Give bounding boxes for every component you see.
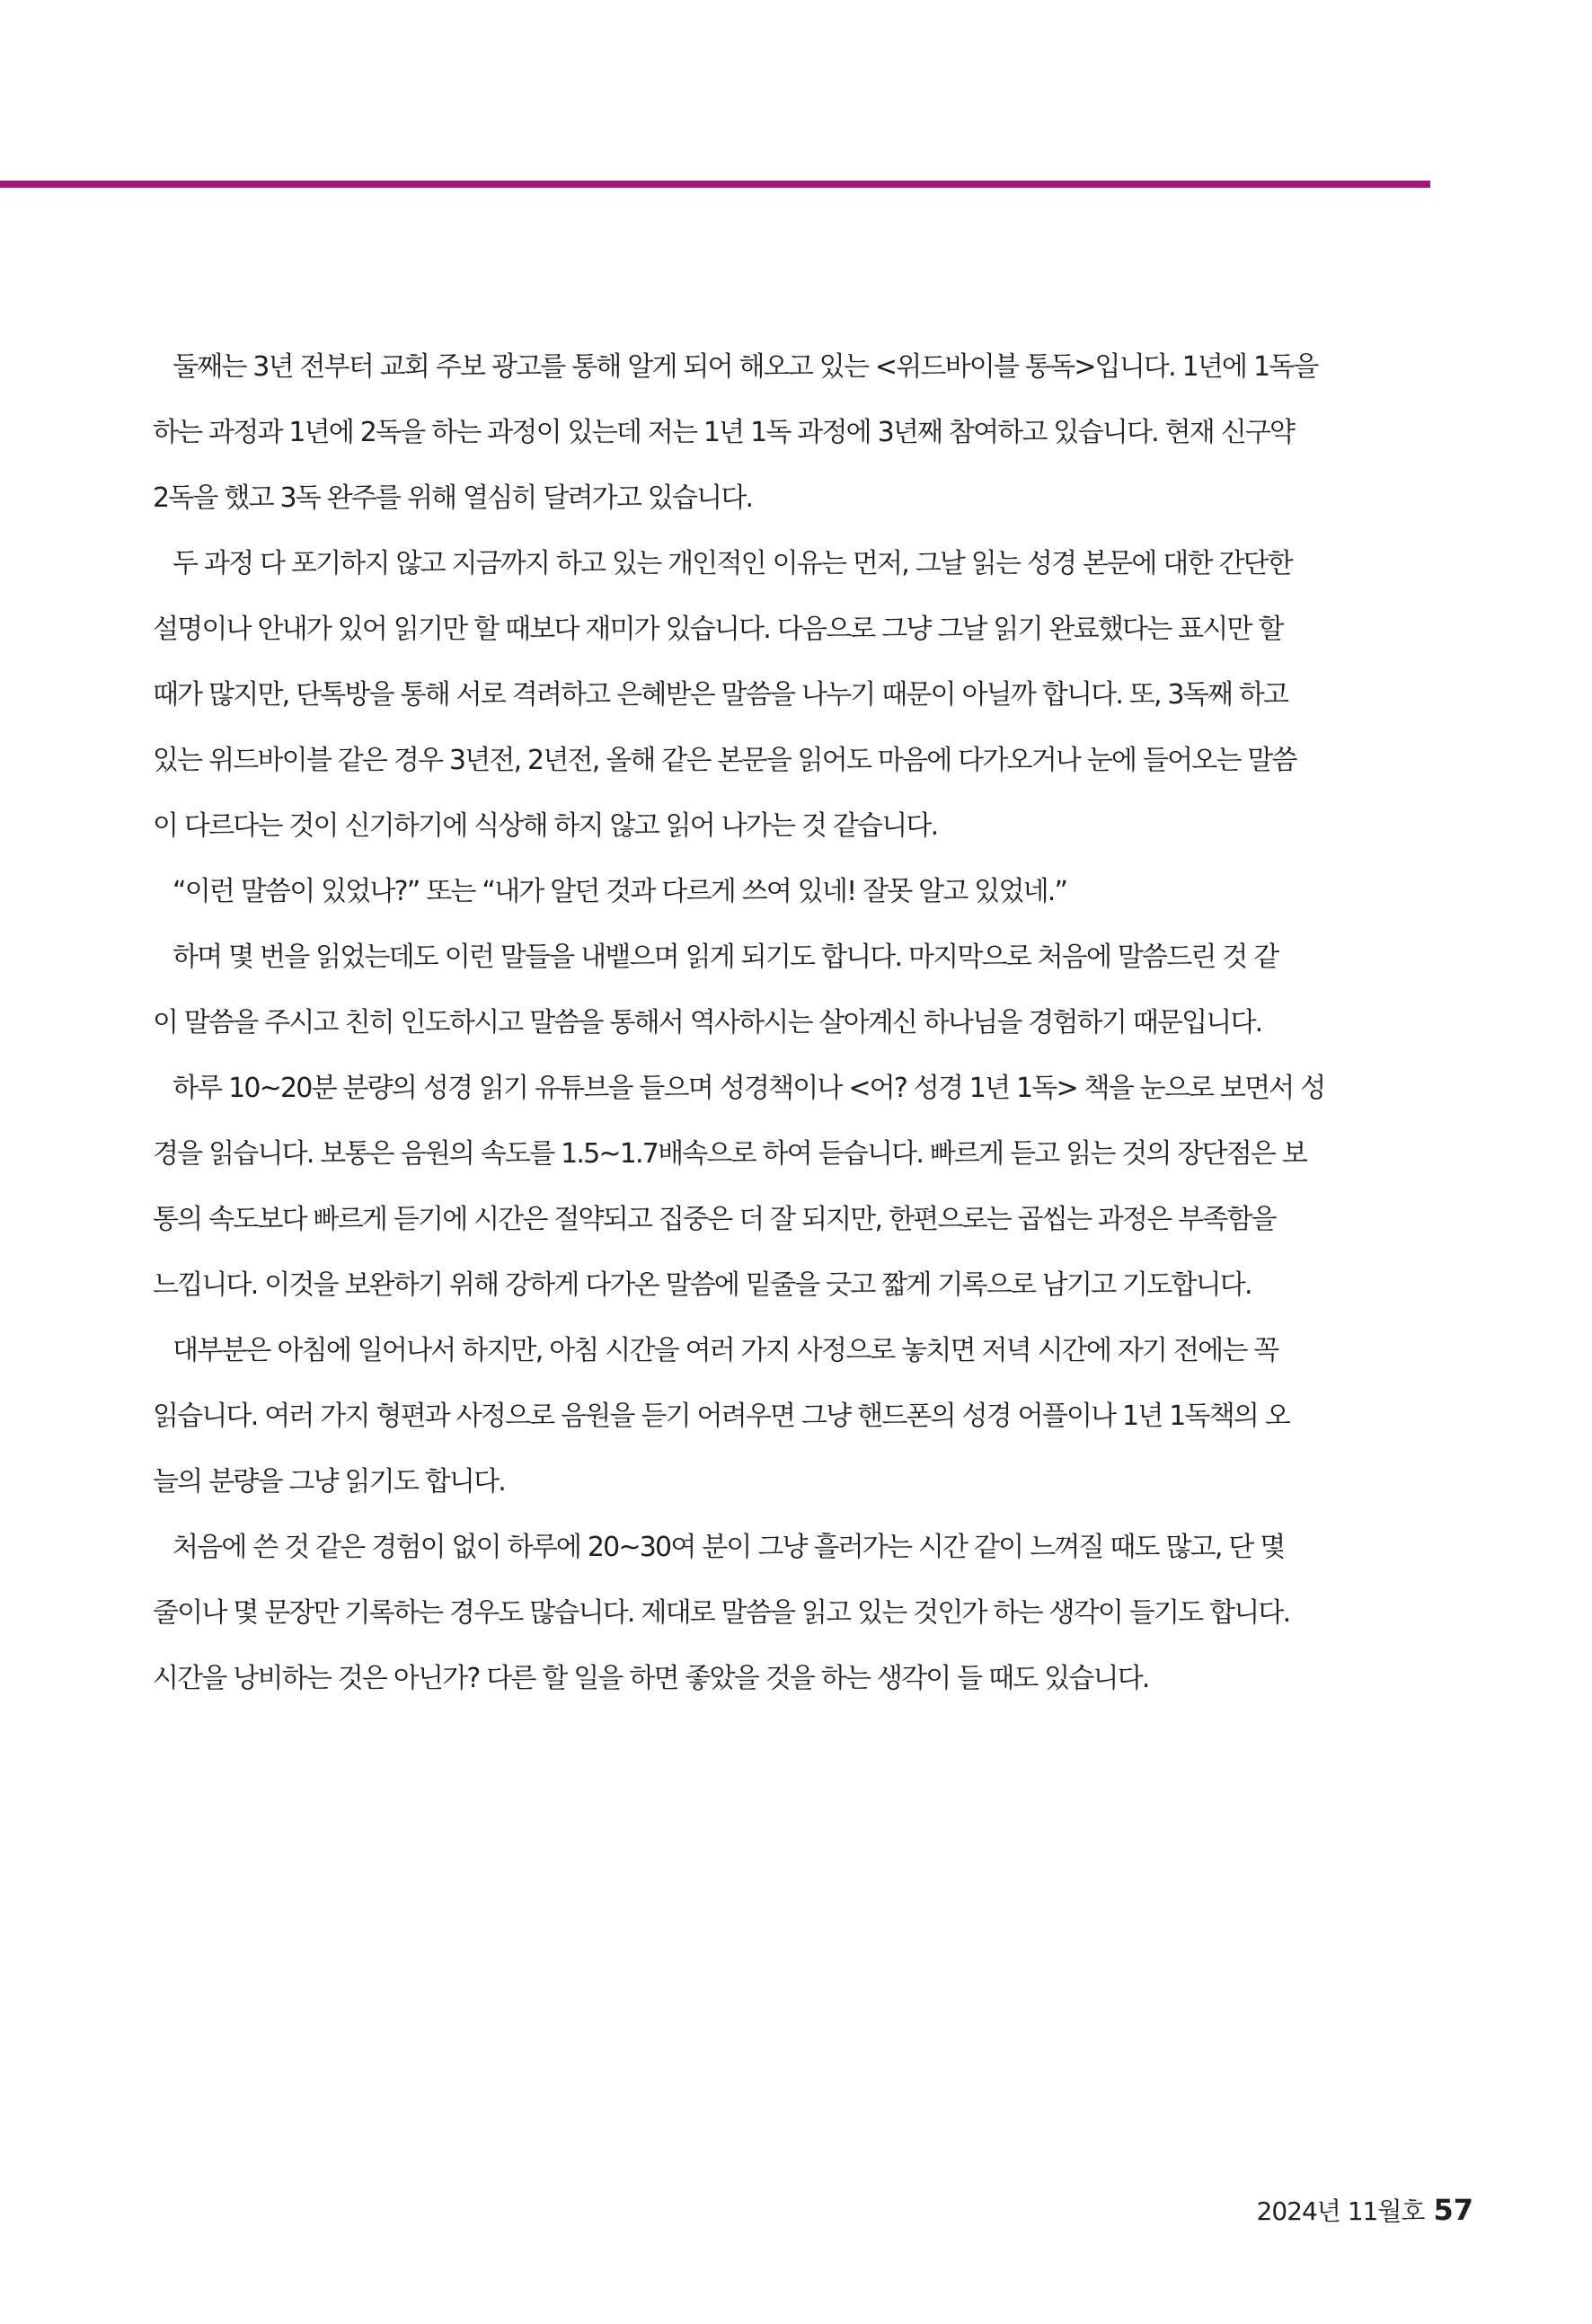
paragraph-line: 이 다르다는 것이 신기하기에 식상해 하지 않고 읽어 나가는 것 같습니다. [153,810,938,842]
paragraph-line: 있는 위드바이블 같은 경우 3년전, 2년전, 올해 같은 본문을 읽어도 마음에 다가오거나 눈에 들어오는 말씀 [153,745,1296,776]
paragraph-line: 2독을 했고 3독 완주를 위해 열심히 달려가고 있습니다. [153,482,753,514]
paragraph-line: 읽습니다. 여러 가지 형편과 사정으로 음원을 듣기 어려우면 그냥 핸드폰의 성경 어플이나 1년 1독책의 오 [153,1401,1289,1432]
paragraph-line: 두 과정 다 포기하지 않고 지금까지 하고 있는 개인적인 이유는 먼저, 그날 읽는 성경 본문에 대한 간단한 [172,548,1292,579]
paragraph-line: 하루 10~20분 분량의 성경 읽기 유튜브을 들으며 성경책이나 <어? 성경 1년 1독> 책을 눈으로 보면서 성 [172,1073,1325,1104]
article-body [153,334,1446,1711]
paragraph-line: 통의 속도보다 빠르게 듣기에 시간은 절약되고 집중은 더 잘 되지만, 한편으로는 곱씹는 과정은 부족함을 [153,1204,1276,1235]
paragraph-line: 대부분은 아침에 일어나서 하지만, 아침 시간을 여러 가지 사정으로 놓치면 저녁 시간에 자기 전에는 꼭 [172,1335,1278,1366]
paragraph-line: 늘의 분량을 그냥 읽기도 합니다. [153,1466,506,1498]
page-number: 57 [1433,2193,1473,2227]
paragraph-line: 설명이나 안내가 있어 읽기만 할 때보다 재미가 있습니다. 다음으로 그냥 그날 읽기 완료했다는 표시만 할 [153,614,1283,645]
header-accent-rule [0,181,1430,188]
paragraph-line: 처음에 쓴 것 같은 경험이 없이 하루에 20~30여 분이 그냥 흘러가는 시간 같이 느껴질 때도 많고, 단 몇 [172,1532,1285,1563]
paragraph-line: 하며 몇 번을 읽었는데도 이런 말들을 내뱉으며 읽게 되기도 합니다. 마지막으로 처음에 말씀드린 것 같 [172,941,1278,973]
paragraph-line: 느낍니다. 이것을 보완하기 위해 강하게 다가온 말씀에 밑줄을 긋고 짧게 기록으로 남기고 기도합니다. [153,1269,1251,1301]
paragraph-line: 시간을 낭비하는 것은 아닌가? 다른 할 일을 하면 좋았을 것을 하는 생각이 들 때도 있습니다. [153,1663,1149,1694]
page-footer [1257,2190,1473,2230]
issue-label: 2024년 11월호 [1256,2196,1425,2226]
quote-line: “이런 말씀이 있었나?” 또는 “내가 알던 것과 다르게 쓰여 있네! 잘못 알고 있었네.” [172,876,1067,907]
paragraph-line: 하는 과정과 1년에 2독을 하는 과정이 있는데 저는 1년 1독 과정에 3년째 참여하고 있습니다. 현재 신구약 [153,417,1295,448]
paragraph-line: 줄이나 몇 문장만 기록하는 경우도 많습니다. 제대로 말씀을 읽고 있는 것인가 하는 생각이 들기도 합니다. [153,1597,1290,1629]
paragraph-line: 이 말씀을 주시고 친히 인도하시고 말씀을 통해서 역사하시는 살아계신 하나님을 경험하기 때문입니다. [153,1007,1262,1038]
paragraph-line: 경을 읽습니다. 보통은 음원의 속도를 1.5~1.7배속으로 하여 듣습니다. 빠르게 듣고 읽는 것의 장단점은 보 [153,1138,1307,1170]
paragraph-line: 둘째는 3년 전부터 교회 주보 광고를 통해 알게 되어 해오고 있는 <위드바이블 통독>입니다. 1년에 1독을 [172,351,1318,383]
paragraph-line: 때가 많지만, 단톡방을 통해 서로 격려하고 은혜받은 말씀을 나누기 때문이 아닐까 합니다. 또, 3독째 하고 [153,679,1288,711]
